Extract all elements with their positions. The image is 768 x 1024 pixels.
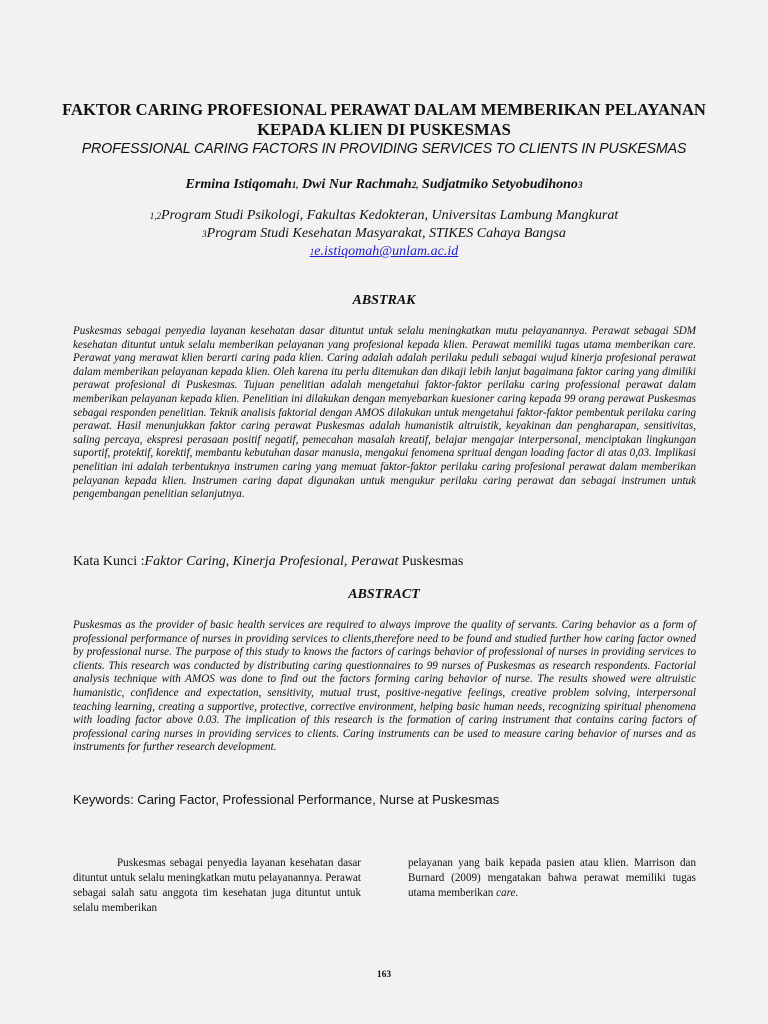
affiliation-1-mark: 1,2 (149, 211, 162, 221)
kata-kunci-line (73, 554, 696, 570)
email-text: e.istiqomah@unlam.ac.id (314, 244, 459, 259)
author-line (60, 177, 708, 193)
body-column-left: Puskesmas sebagai penyedia layanan kesehatan dasar dituntut untuk selalu meningkatkan mutu pelayanannya. Perawat sebagai salah satu anggota tim kesehatan juga dituntut untuk selalu memberikan (73, 857, 361, 914)
kata-kunci-tail: Puskesmas (398, 554, 464, 569)
author-1-mark: 1, (291, 180, 299, 190)
affiliation-2-mark: 3 (202, 229, 207, 239)
paper-subtitle: PROFESSIONAL CARING FACTORS IN PROVIDING SERVICES TO CLIENTS IN PUSKESMAS (81, 141, 687, 157)
author-3: Sudjatmiko Setyobudihono (418, 177, 578, 192)
abstrak-heading: ABSTRAK (352, 293, 416, 308)
author-2: Dwi Nur Rachmah (298, 177, 412, 192)
email-line (60, 244, 708, 260)
body-right-italic: care (496, 887, 516, 899)
email-mark: 1 (309, 247, 315, 257)
author-2-mark: 2, (411, 180, 419, 190)
affiliation-2-text: Program Studi Kesehatan Masyarakat, STIKES Cahaya Bangsa (206, 226, 566, 241)
body-right-end: . (515, 887, 519, 899)
author-1: Ermina Istiqomah (185, 177, 292, 192)
affiliation-1 (60, 208, 708, 224)
kata-kunci-terms: Faktor Caring, Kinerja Profesional, Perawat (144, 554, 399, 569)
kata-kunci-label: Kata Kunci : (73, 554, 145, 569)
affiliation-1-text: Program Studi Psikologi, Fakultas Kedokteran, Universitas Lambung Mangkurat (161, 208, 619, 223)
paper-title: FAKTOR CARING PROFESIONAL PERAWAT DALAM MEMBERIKAN PELAYANAN KEPADA KLIEN DI PUSKESMAS (62, 100, 706, 139)
body-right-text: pelayanan yang baik kepada pasien atau klien. Marrison dan Burnard (2009) mengatakan bahwa perawat memiliki tugas utama memberikan (408, 857, 696, 899)
author-3-mark: 3 (577, 180, 583, 190)
abstract-heading: ABSTRACT (348, 587, 420, 602)
body-column-right (408, 856, 696, 901)
page-number: 163 (376, 970, 392, 980)
email-link[interactable] (310, 244, 458, 259)
abstract-text: Puskesmas as the provider of basic health services are required to always improve the quality of servants. Caring behavior as a form of professional performance of nurses in providing services to clients,therefore need to be found and studied further how caring factor owned by professional nurse. The purpose of this study to knows the factors of carings behavior of professional of nurses in providing services to clients. This research was conducted by distributing caring questionnaires to 99 nurses of Puskesmas as research respondents. Factorial analysis technique with AMOS was done to find out the factors forming caring behavior of nurse. The results showed were altruistic humanistic, confidence and expectation, sensitivity, mutual trust, positive-negative feelings, creative problem solving, interpersonal teaching learning, creating a supportive, protective, corrective environment, helping basic human needs, recognizing spiritual phenomena with loading factor above 0.03. The implication of this research is the formation of caring instrument that contains caring factors of professional caring nurses in providing services to clients. Caring instruments can be used to measure caring behavior of nurses and as instruments for further research development. (73, 619, 696, 754)
affiliation-2 (60, 226, 708, 242)
abstrak-text: Puskesmas sebagai penyedia layanan kesehatan dasar dituntut untuk selalu meningkatkan mutu pelayanannya. Perawat sebagai SDM kesehatan dituntut untuk selalu memberikan pelayanan yang profesional kepada klien. Perawat memiliki tugas utama memberikan care. Perawat yang merawat klien berarti caring pada klien. Caring adalah adalah perilaku peduli sebagai wujud kinerja profesional perawat dalam memberikan pelayanan kepada klien. Oleh karena itu perlu ditemukan dan dikaji lebih lanjut bagaimana faktor caring yang dimiliki perawat profesional di Puskesmas. Tujuan penelitian adalah mengetahui faktor-faktor perilaku caring professional perawat dalam memberikan pelayanan kepada klien. Penelitian ini dilakukan dengan menyebarkan kuesioner caring kepada 99 orang perawat Puskesmas sebagai responden penelitian. Teknik analisis faktorial dengan AMOS dilakukan untuk mengetahui faktor-faktor pembentuk perilaku caring perawat. Hasil menunjukkan faktor caring perawat Puskesmas adalah humanistik altruistik, keyakinan dan pengharapan, sensitivitas, saling percaya, ekspresi perasaan positif negatif, pemecahan masalah kreatif, belajar mengajar interpersonal, menciptakan lingkungan suportif, protektif, korektif, membantu kebutuhan dasar manusia, mengakui fenomena spritual dengan loading factor di atas 0,03. Implikasi penelitian ini adalah terbentuknya instrumen caring yang memuat faktor-faktor perilaku caring profesional perawat dalam memberikan pelayanan kepada klien. Instrumen caring dapat digunakan untuk mengukur perilaku caring perawat dan sebagai instrumen untuk pengembangan penelitian selanjutnya. (73, 325, 696, 501)
keywords-line: Keywords: Caring Factor, Professional Performance, Nurse at Puskesmas (73, 792, 500, 807)
